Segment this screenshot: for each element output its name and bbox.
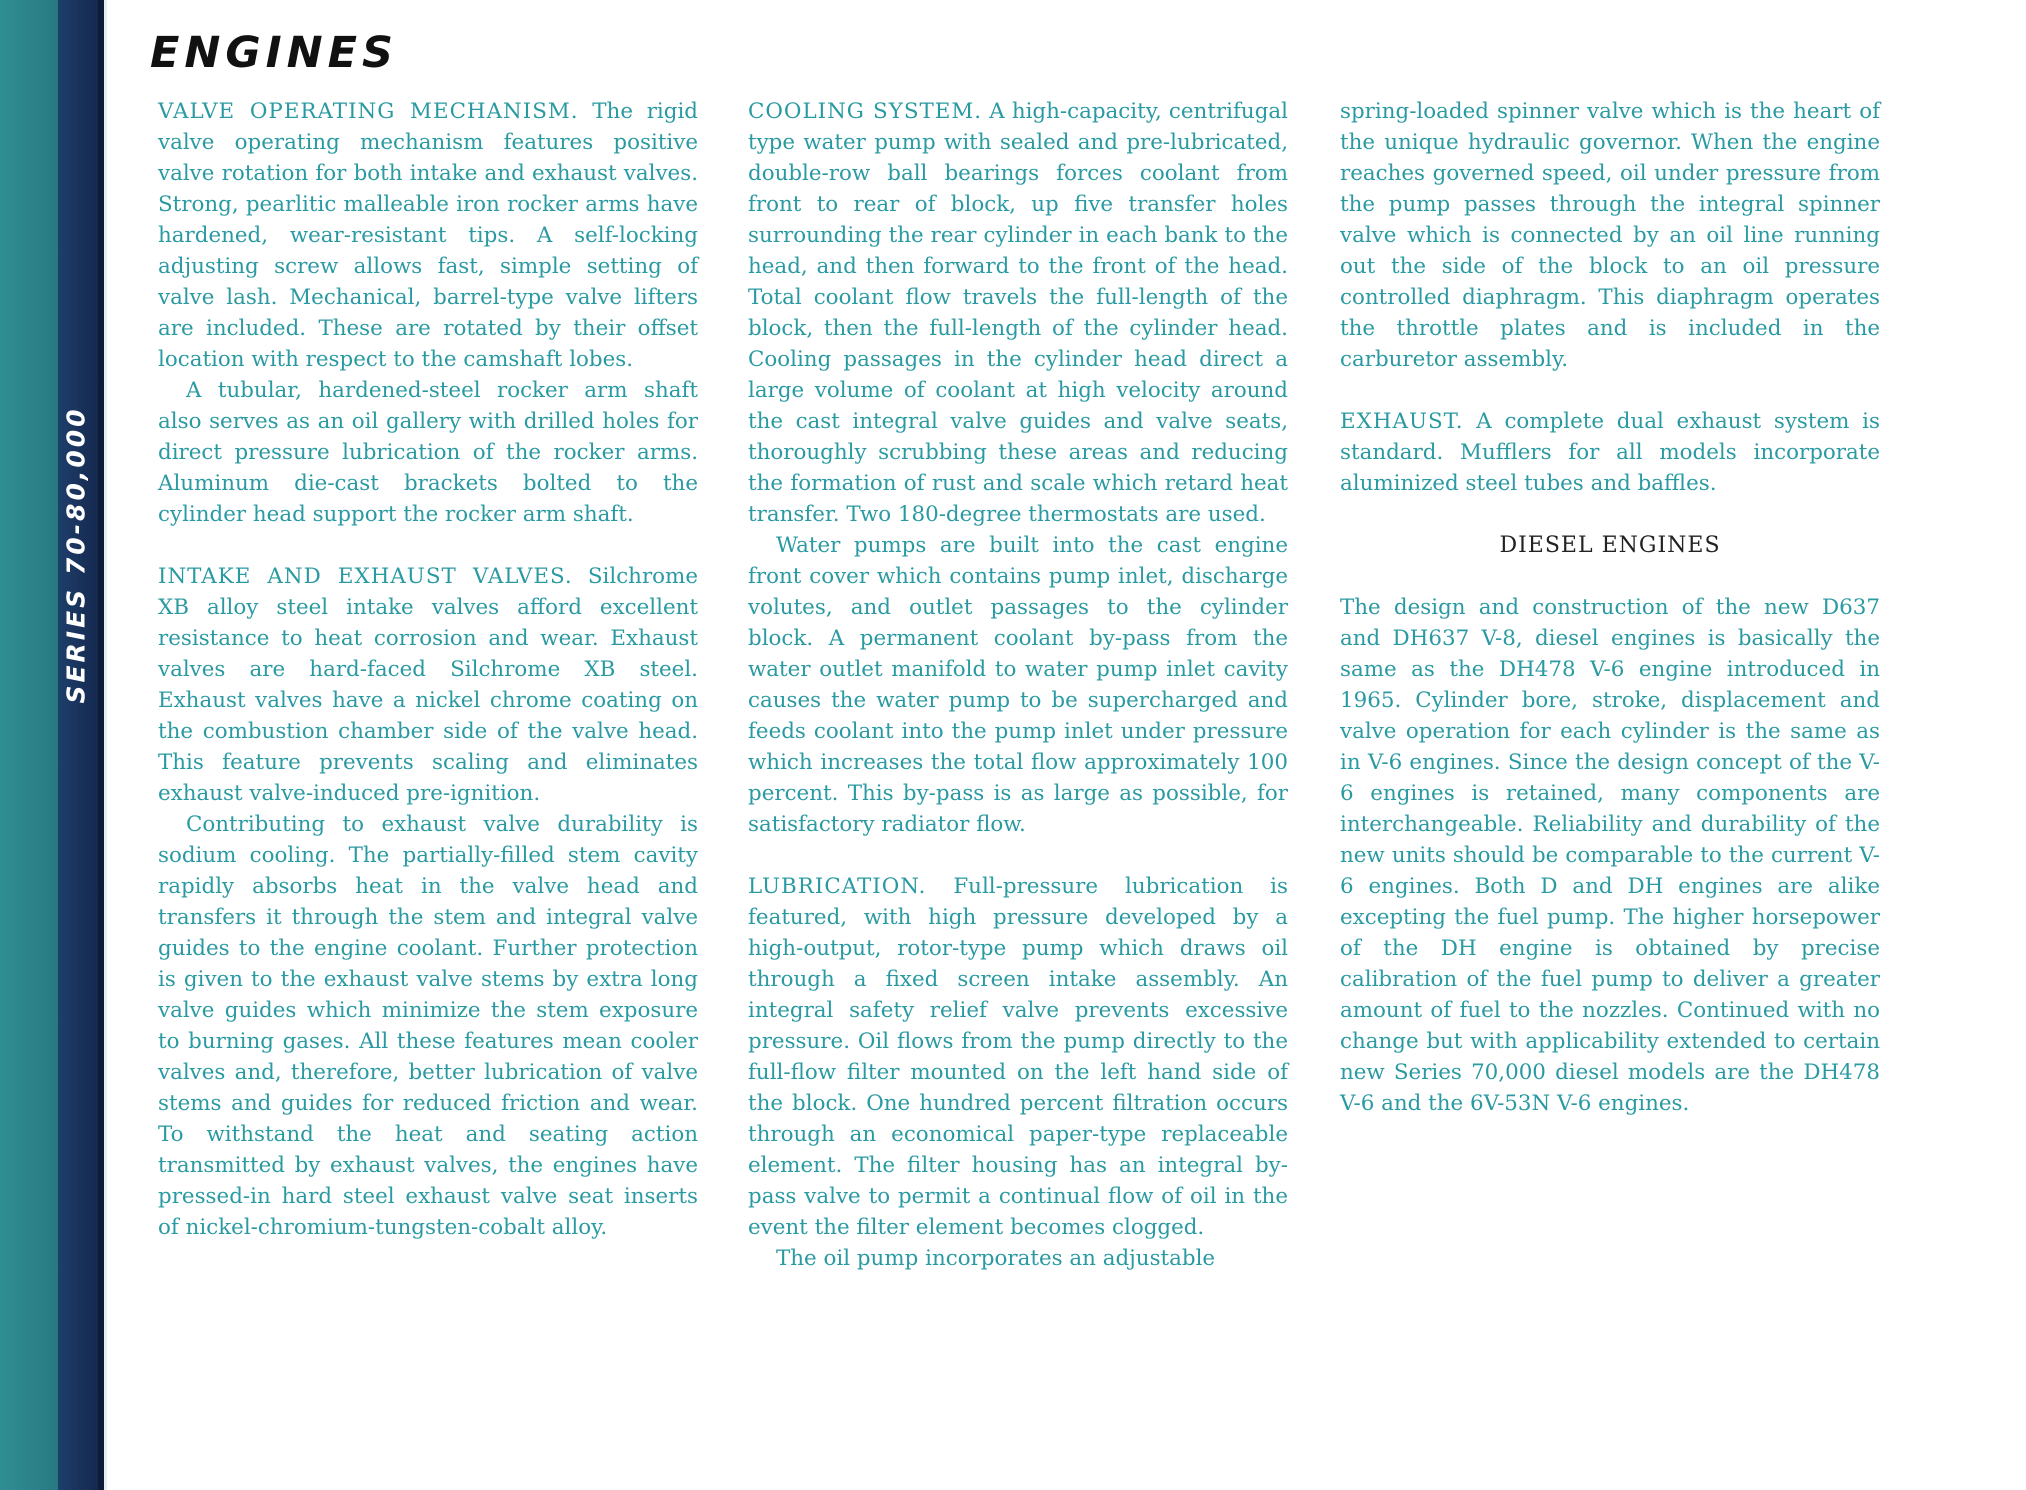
paragraph-cooling-system bbox=[748, 96, 1288, 530]
section-heading-lubrication: LUBRICATION. bbox=[748, 874, 927, 899]
paragraph-body: A high-capacity, centrifugal type water pump with sealed and pre-lubricated, double-row ball bearings forces coolant from front to rear of block, up five transfer holes surrounding the rear cylinder in each bank to the head, and then forward to the front of the head. Total coolant flow travels the full-length of the block, then the full-length of the cylinder head. Cooling passages in the cylinder head direct a large volume of coolant at high velocity around the cast integral valve guides and valve seats, thoroughly scrubbing these areas and reducing the formation of rust and scale which retard heat transfer. Two 180-degree thermostats are used. bbox=[748, 99, 1288, 527]
section-heading-exhaust: EXHAUST. bbox=[1340, 409, 1464, 434]
section-heading-valve-operating: VALVE OPERATING MECHANISM. bbox=[158, 99, 579, 124]
page-title: ENGINES bbox=[150, 28, 398, 78]
paragraph-body: Silchrome XB alloy steel intake valves afford excellent resistance to heat corrosion and wear. Exhaust valves are hard-faced Silchrome XB steel. Exhaust valves have a nickel chrome coating on the combustion chamber side of the valve head. This feature prevents scaling and eliminates exhaust valve-induced pre-ignition. bbox=[158, 564, 698, 806]
paragraph-diesel: The design and construction of the new D637 and DH637 V-8, diesel engines is basically the same as the DH478 V-6 engine introduced in 1965. Cylinder bore, stroke, displacement and valve operation for each cylinder is the same as in V-6 engines. Since the design concept of the V-6 engines is retained, many components are interchangeable. Reliability and durability of the new units should be comparable to the current V-6 engines. Both D and DH engines are alike excepting the fuel pump. The higher horsepower of the DH engine is obtained by precise calibration of the fuel pump to deliver a greater amount of fuel to the nozzles. Continued with no change but with applicability extended to certain new Series 70,000 diesel models are the DH478 V-6 and the 6V-53N V-6 engines. bbox=[1340, 595, 1880, 1116]
paragraph-lubrication bbox=[748, 871, 1288, 1243]
paragraph-rocker-arm: A tubular, hardened-steel rocker arm shaft also serves as an oil gallery with drilled holes for direct pressure lubrication of the rocker arms. Aluminum die-cast brackets bolted to the cylinder head support the rocker arm shaft. bbox=[158, 378, 698, 527]
paragraph-body: Full-pressure lubrication is featured, with high pressure developed by a high-output, rotor-type pump which draws oil through a fixed screen intake assembly. An integral safety relief valve prevents excessive pressure. Oil flows from the pump directly to the full-flow filter mounted on the left hand side of the block. One hundred percent filtration occurs through an economical paper-type replaceable element. The filter housing has an integral by-pass valve to permit a continual flow of oil in the event the filter element becomes clogged. bbox=[748, 874, 1288, 1240]
paragraph-water-pumps: Water pumps are built into the cast engine front cover which contains pump inlet, discharge volutes, and outlet passages to the cylinder block. A permanent coolant by-pass from the water outlet manifold to water pump inlet cavity causes the water pump to be supercharged and feeds coolant into the pump inlet under pressure which increases the total flow approximately 100 percent. This by-pass is as large as possible, for satisfactory radiator flow. bbox=[748, 533, 1288, 837]
column-2 bbox=[748, 96, 1288, 1274]
paragraph-spinner-valve: spring-loaded spinner valve which is the heart of the unique hydraulic governor. When the engine reaches governed speed, oil under pressure from the pump passes through the integral spinner valve which is connected by an oil line running out the side of the block to an oil pressure controlled diaphragm. This diaphragm operates the throttle plates and is included in the carburetor assembly. bbox=[1340, 99, 1880, 372]
paragraph-valve-operating bbox=[158, 96, 698, 375]
section-heading-intake-exhaust: INTAKE AND EXHAUST VALVES. bbox=[158, 564, 573, 589]
section-heading-diesel-engines: DIESEL ENGINES bbox=[1499, 533, 1721, 558]
spine-divider bbox=[104, 0, 107, 1490]
paragraph-body: The rigid valve operating mechanism features positive valve rotation for both intake and exhaust valves. Strong, pearlitic malleable iron rocker arms have hardened, wear-resistant tips. A self-locking adjusting screw allows fast, simple setting of valve lash. Mechanical, barrel-type valve lifters are included. These are rotated by their offset location with respect to the camshaft lobes. bbox=[158, 99, 698, 372]
paragraph-exhaust bbox=[1340, 406, 1880, 499]
paragraph-oil-pump: The oil pump incorporates an adjustable bbox=[776, 1246, 1216, 1271]
series-label: SERIES 70-80,000 bbox=[61, 406, 91, 704]
paragraph-intake-exhaust bbox=[158, 561, 698, 809]
column-3 bbox=[1340, 96, 1880, 1119]
column-1 bbox=[158, 96, 698, 1243]
section-heading-cooling-system: COOLING SYSTEM. bbox=[748, 99, 983, 124]
paragraph-sodium-cooling: Contributing to exhaust valve durability is sodium cooling. The partially-filled stem cavity rapidly absorbs heat in the valve head and transfers it through the stem and integral valve guides to the engine coolant. Further protection is given to the exhaust valve stems by extra long valve guides which minimize the stem exposure to burning gases. All these features mean cooler valves and, therefore, better lubrication of valve stems and guides for reduced friction and wear. To withstand the heat and seating action transmitted by exhaust valves, the engines have pressed-in hard steel exhaust valve seat inserts of nickel-chromium-tungsten-cobalt alloy. bbox=[158, 812, 698, 1240]
paragraph-body: A complete dual exhaust system is standard. Mufflers for all models incorporate aluminized steel tubes and baffles. bbox=[1340, 409, 1880, 496]
